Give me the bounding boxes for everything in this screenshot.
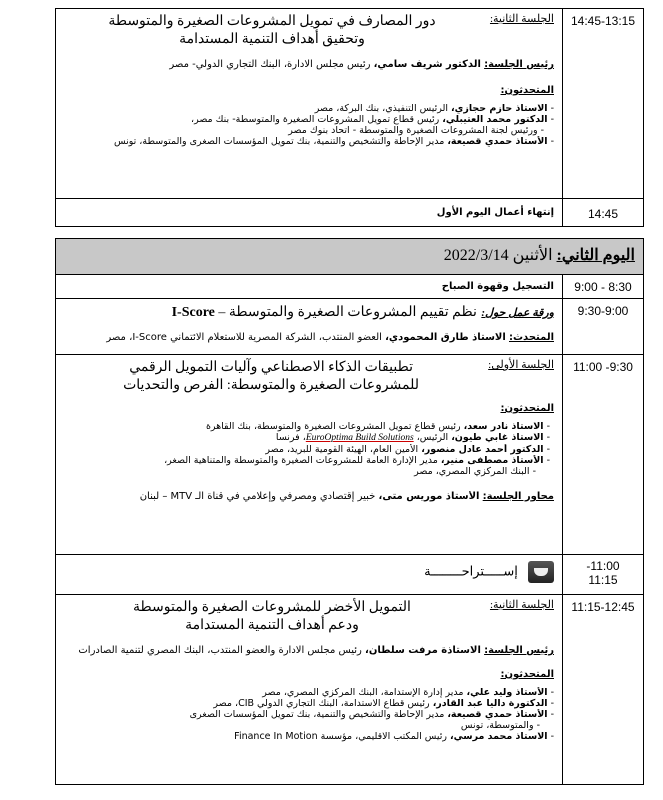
speakers-list [64,421,554,477]
speaker-desc: رئيس المكتب الاقليمي، مؤسسة Finance In Motion [234,731,447,742]
session-label: الجلسة الثانية: [489,599,554,611]
end-time: 14:45 [563,199,644,227]
speaker-name: الأستاذ حمدي قصيعة، [447,136,548,147]
session-one-row [56,355,644,555]
speaker-name: الاستاذ نادر سعد، [463,421,544,432]
session-label: الجلسة الثانية: [489,13,554,25]
break-time [563,555,644,595]
workshop-title-en: I-Score [171,305,215,320]
speaker-name: الاستاذ محمد مرسي، [450,731,548,742]
chair-name: الدكتور شريف سامي، [373,59,481,70]
speaker-item [64,421,550,432]
chair-desc: رئيس مجلس الادارة والعضو المنتدب، البنك المصري لتنمية الصادرات [78,645,362,656]
registration-time: 8:30 - 9:00 [563,275,644,299]
session-title [64,13,480,49]
session-title-line: وتحقيق أهداف التنمية المستدامة [179,32,365,47]
workshop-title-line [64,303,554,322]
speaker-name: الدكتور محمد العتيبلي، [442,114,548,125]
session-chair [64,645,554,657]
speaker-item [64,432,550,444]
speaker-desc: ورئيس لجنة المشروعات الصغيرة والمتوسطة - اتحاد بنوك مصر [288,125,538,136]
speaker-name: الأستاذ وليد علي، [466,687,548,698]
speaker-desc: رئيس قطاع الاستدامة، البنك التجاري الدولي CIB، مصر [213,698,430,709]
speaker-item [64,698,554,709]
workshop-row [56,299,644,355]
chair-label: رئيس الجلسة: [484,645,554,656]
session-two-day-two-row [56,595,644,785]
session-one-content [56,355,563,555]
speaker-name: الاستاذ حازم حجازي، [451,103,548,114]
speaker-desc: مدير الإحاطة والتشخيص والتنمية، بنك تمويل المؤسسات الصغرى والمتوسطة، تونس [113,136,445,147]
session-chair [64,59,554,71]
speaker-item-continued [64,125,554,136]
session-two-time: 11:15-12:45 [563,595,644,785]
speaker-desc-tail: ، فرنسا [275,432,306,443]
session-title [64,599,480,635]
session-one-time: 9:30- 11:00 [563,355,644,555]
session-two-day-one-row [56,9,644,199]
speaker-desc: مدير الإدارة العامة للمشروعات الصغيرة والمتوسطة والمتناهية الصغر، [164,455,438,466]
end-content [56,199,563,227]
speaker-item-continued [64,720,554,731]
session-content [56,9,563,199]
speaker-item [64,103,554,114]
speaker-item-continued [64,466,550,477]
speaker-item [64,709,554,720]
day-date: الأثنين 2022/3/14 [443,247,553,264]
break-content [56,555,563,595]
workshop-label: ورقة عمل حول: [481,307,554,319]
speaker-desc: والمتوسطة، تونس [460,720,534,731]
day-one-agenda-table [55,8,644,227]
moderator-desc: خبير إقتصادي ومصرفي وإعلامي في قناة الـ MTV – لبنان [139,491,376,502]
workshop-content [56,299,563,355]
speakers-heading: المتحدثون: [500,85,554,96]
speaker-desc: مدير الإحاطة والتشخيص والتنمية، بنك تمويل المؤسسات الصغرى [189,709,445,720]
speaker-name: الأستاذ مصطفى منير، [440,455,544,466]
registration-row [56,275,644,299]
speaker-name: الدكتور أحمد عادل منصور، [421,444,544,455]
workshop-title: نظم تقييم المشروعات الصغيرة والمتوسطة – [214,305,477,320]
speaker-name: الاستاذ غابي طيون، [451,432,544,443]
break-time-start: 11:00- [586,559,620,573]
speaker-desc: مدير إدارة الإستدامة، البنك المركزي المصري، مصر [262,687,464,698]
session-title-line: تطبيقات الذكاء الاصطناعي وآليات التمويل الرقمي [129,360,413,375]
day-label: اليوم الثاني: [556,247,635,264]
chair-name: الاستاذة مرفت سلطان، [365,645,481,656]
session-title [64,359,478,395]
speakers-list [64,103,554,147]
speaker-desc: رئيس قطاع تمويل المشروعات الصغيرة والمتوسطة، بنك القاهرة [205,421,461,432]
break-row [56,555,644,595]
speaker-desc: رئيس قطاع تمويل المشروعات الصغيرة والمتوسطة- بنك مصر، [191,114,440,125]
day-two-agenda-table [55,238,644,785]
session-label: الجلسة الأولى: [488,359,554,371]
speaker-item [64,136,554,147]
session-moderator [64,491,554,503]
speaker-name: الدكتورة داليا عبد القادر، [432,698,548,709]
session-title-line: للمشروعات الصغيرة والمتوسطة: الفرص والتحديات [123,378,420,393]
registration-text: التسجيل وقهوة الصباح [441,281,554,292]
end-of-day-text: إنتهاء أعمال اليوم الأول [436,207,554,218]
session-time: 14:45-13:15 [563,9,644,199]
chair-desc: رئيس مجلس الادارة، البنك التجاري الدولي- مصر [169,59,371,70]
session-two-content [56,595,563,785]
speaker-item [64,455,550,466]
speakers-heading: المتحدثون: [500,669,554,680]
break-text: إســـــتراحــــــــة [424,564,518,580]
company-name: EuroOptima Build Solutions [305,433,414,443]
speaker-item [64,114,554,125]
moderator-name: الأستاذ موريس متى، [378,491,480,502]
workshop-speaker [64,332,554,344]
speakers-heading: المتحدثون: [500,403,554,414]
day-two-header [56,239,644,275]
chair-label: رئيس الجلسة: [484,59,554,70]
speaker-name: الأستاذ حمدي قصيعة، [447,709,548,720]
speaker-desc: الرئيس التنفيذي، بنك البركة، مصر [314,103,449,114]
break-time-end: 11:15 [588,573,618,587]
speaker-item [64,444,550,455]
speaker-desc: العضو المنتدب، الشركة المصرية للاستعلام الائتماني I-Score، مصر [106,332,382,343]
moderator-label: محاور الجلسة: [482,491,554,502]
speaker-desc: الأمين العام، الهيئة القومية للبريد، مصر [265,444,419,455]
speaker-item [64,687,554,698]
speaker-desc: الرئيس، [416,432,449,443]
day-two-header-row [56,239,644,275]
session-title-line: دور المصارف في تمويل المشروعات الصغيرة والمتوسطة [108,14,436,29]
speaker-item [64,731,554,742]
speaker-desc: البنك المركزي المصري، مصر [414,466,530,477]
speaker-label: المتحدث: [509,332,554,343]
session-title-line: ودعم أهداف التنمية المستدامة [185,618,359,633]
end-of-day-row [56,199,644,227]
speaker-name: الاستاذ طارق المحمودي، [385,332,506,343]
session-title-line: التمويل الأخضر للمشروعات الصغيرة والمتوسطة [133,600,411,615]
registration-content [56,275,563,299]
speakers-list [64,687,554,742]
coffee-icon [528,561,554,583]
workshop-time: 9:30-9:00 [563,299,644,355]
